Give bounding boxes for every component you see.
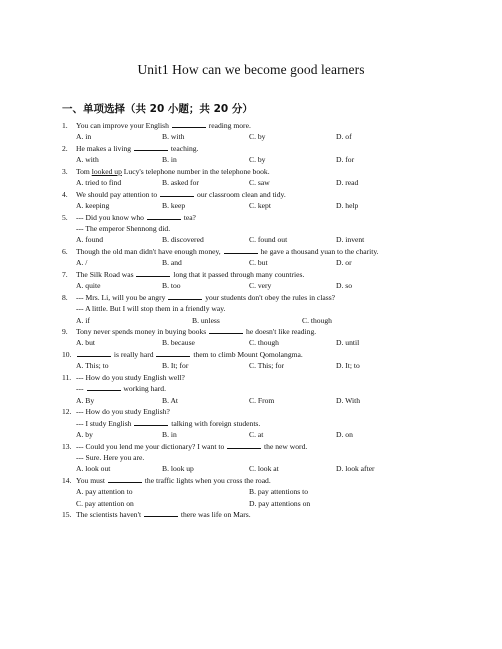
answer-option[interactable]: B. unless [192,315,220,325]
question-stem [62,120,452,131]
dialogue-line: --- Sure. Here you are. [76,452,145,462]
options-row [62,177,452,188]
question-item [62,441,452,475]
answer-blank [227,441,261,449]
answer-option[interactable]: A. tried to find [76,178,122,188]
question-number: 11. [62,372,72,382]
answer-option[interactable]: B. keep [162,201,186,211]
question-text: teaching. [168,143,199,153]
options-row [62,463,452,474]
answer-option[interactable]: B. pay attentions to [249,487,309,497]
answer-option[interactable]: D. help [336,201,359,211]
question-text: there was life on Mars. [178,510,251,520]
options-row [62,257,452,268]
answer-option[interactable]: C. at [249,430,264,440]
answer-option[interactable]: B. with [162,132,185,142]
question-text: working hard. [121,384,166,394]
answer-option[interactable]: D. read [336,178,359,188]
question-stem [62,349,452,360]
answer-option[interactable]: D. until [336,338,360,348]
options-row [62,280,452,291]
question-text: your students don't obey the rules in class? [203,292,336,302]
answer-option[interactable]: C. though [249,338,279,348]
question-item [62,292,452,326]
options-row [62,234,452,245]
question-stem [62,212,452,223]
question-item [62,246,452,269]
question-text: The scientists haven't [76,510,143,520]
answer-option[interactable]: A. quite [76,281,101,291]
answer-option[interactable]: A. By [76,395,95,405]
answer-option[interactable]: C. kept [249,201,271,211]
question-number: 6. [62,246,68,256]
question-number: 12. [62,407,72,417]
question-text: --- Did you know who [76,212,146,222]
answer-option[interactable]: D. invent [336,235,365,245]
options-row [62,131,452,142]
question-text: You can improve your English [76,121,171,130]
question-item [62,143,452,166]
answer-option[interactable]: D. With [336,395,361,405]
question-text: The Silk Road was [76,269,136,279]
question-text: long that it passed through many countries. [171,269,305,279]
question-stem [62,441,452,452]
answer-option[interactable]: A. if [76,315,90,325]
question-item [62,406,452,440]
question-stem [62,269,452,280]
answer-option[interactable]: A. in [76,132,92,142]
question-stem [62,246,452,257]
question-stem [62,189,452,200]
answer-option[interactable]: D. It; to [336,361,360,371]
answer-blank [147,212,181,220]
question-stem [62,143,452,154]
question-item [62,509,452,520]
question-item [62,326,452,349]
question-number: 9. [62,327,68,337]
question-text: Lucy's telephone number in the telephone book. [123,166,270,176]
answer-option[interactable]: D. so [336,281,353,291]
answer-option[interactable]: C. by [249,155,266,165]
answer-option[interactable]: A. pay attention to [76,487,133,497]
answer-option[interactable]: B. in [162,155,177,165]
question-item [62,269,452,292]
question-item [62,120,452,143]
question-stem [62,406,452,417]
question-item [62,166,452,189]
question-stem [62,292,452,303]
underlined-phrase: looked up [91,166,122,176]
question-number: 10. [62,349,72,359]
answer-blank [160,189,194,197]
answer-option[interactable]: C. by [249,132,266,142]
question-item [62,349,452,372]
question-stem [62,475,452,486]
dialogue-line: --- A little. But I will stop them in a friendly way. [76,304,226,314]
answer-option[interactable]: A. with [76,155,99,165]
answer-option[interactable]: B. because [162,338,195,348]
answer-option[interactable]: D. look after [336,464,375,474]
answer-blank [172,120,206,128]
question-text: --- Mrs. Li, will you be angry [76,292,168,302]
options-row [62,200,452,211]
options-row [62,154,452,165]
options-row [62,395,452,406]
question-text: --- How do you study English? [76,407,170,417]
answer-blank [168,292,202,300]
section-heading: 一、单项选择（共 20 小题；共 20 分） [62,103,253,115]
question-text: You must [76,475,107,485]
options-row [62,360,452,371]
answer-option[interactable]: B. and [162,258,182,268]
question-text: --- How do you study English well? [76,372,185,382]
question-text: he doesn't like reading. [244,327,317,337]
dialogue-line [62,383,452,394]
answer-option[interactable]: A. but [76,338,95,348]
options-row [62,498,452,509]
document-title: Unit1 How can we become good learners [137,62,365,77]
answer-option[interactable]: C. look at [249,464,279,474]
answer-option[interactable]: D. on [336,430,353,440]
answer-option[interactable]: D. pay attentions on [249,498,311,508]
question-text: our classroom clean and tidy. [195,189,286,199]
answer-blank [134,418,168,426]
answer-option[interactable]: B. asked for [162,178,199,188]
question-number: 4. [62,189,68,199]
answer-blank [77,349,111,357]
question-text: them to climb Mount Qomolangma. [191,349,303,359]
question-number: 2. [62,143,68,153]
question-text: is really hard [112,349,156,359]
answer-option[interactable]: B. look up [162,464,194,474]
question-number: 14. [62,475,72,485]
answer-option[interactable]: A. keeping [76,201,110,211]
answer-option[interactable]: A. / [76,258,88,268]
question-stem [62,166,452,177]
answer-blank [224,246,258,254]
answer-blank [87,383,121,391]
question-text: talking with foreign students. [169,418,261,428]
question-stem [62,509,452,520]
answer-option[interactable]: C. very [249,281,272,291]
answer-blank [156,349,190,357]
answer-option[interactable]: C. From [249,395,275,405]
options-row [62,337,452,348]
answer-option[interactable]: D. for [336,155,355,165]
question-number: 5. [62,212,68,222]
answer-blank [134,143,168,151]
answer-option[interactable]: D. of [336,132,352,142]
answer-option[interactable]: C. found out [249,235,288,245]
question-text: the new word. [262,441,308,451]
question-item [62,372,452,406]
question-number: 8. [62,292,68,302]
answer-option[interactable]: D. or [336,258,352,268]
question-text: We should pay attention to [76,189,160,199]
answer-option[interactable]: C. but [249,258,268,268]
question-text: tea? [181,212,196,222]
question-stem [62,372,452,383]
answer-option[interactable]: A. found [76,235,103,245]
answer-option[interactable]: C. pay attention on [76,498,134,508]
question-text: --- Could you lend me your dictionary? I want to [76,441,227,451]
question-list [62,120,452,521]
answer-blank [209,326,243,334]
answer-option[interactable]: C. though [302,315,332,325]
question-text: Though the old man didn't have enough money, [76,246,223,256]
answer-option[interactable]: B. At [162,395,179,405]
question-number: 7. [62,269,68,279]
options-row [62,429,452,440]
question-text: reading more. [206,121,251,130]
question-item [62,212,452,246]
answer-blank [108,475,142,483]
question-number: 3. [62,166,68,176]
question-stem [62,326,452,337]
answer-option[interactable]: B. It; for [162,361,189,371]
answer-option[interactable]: A. This; to [76,361,109,371]
answer-option[interactable]: B. too [162,281,181,291]
question-text: --- [76,384,86,394]
question-text: --- I study English [76,418,134,428]
answer-option[interactable]: C. This; for [249,361,285,371]
answer-option[interactable]: B. in [162,430,177,440]
question-text: He makes a living [76,143,133,153]
question-text: the traffic lights when you cross the road. [142,475,271,485]
dialogue-line [62,418,452,429]
question-number: 1. [62,121,68,130]
question-text: he gave a thousand yuan to the charity. [258,246,379,256]
question-item [62,475,452,509]
answer-option[interactable]: B. discovered [162,235,204,245]
answer-blank [144,509,178,517]
options-row [62,315,452,326]
answer-option[interactable]: A. look out [76,464,111,474]
options-row [62,486,452,497]
question-number: 13. [62,441,72,451]
dialogue-line: --- The emperor Shennong did. [76,224,171,234]
question-number: 15. [62,510,72,520]
answer-option[interactable]: C. saw [249,178,270,188]
question-item [62,189,452,212]
answer-blank [136,269,170,277]
question-text: Tony never spends money in buying books [76,327,209,337]
question-text: Tom [76,166,92,176]
answer-option[interactable]: A. by [76,430,93,440]
